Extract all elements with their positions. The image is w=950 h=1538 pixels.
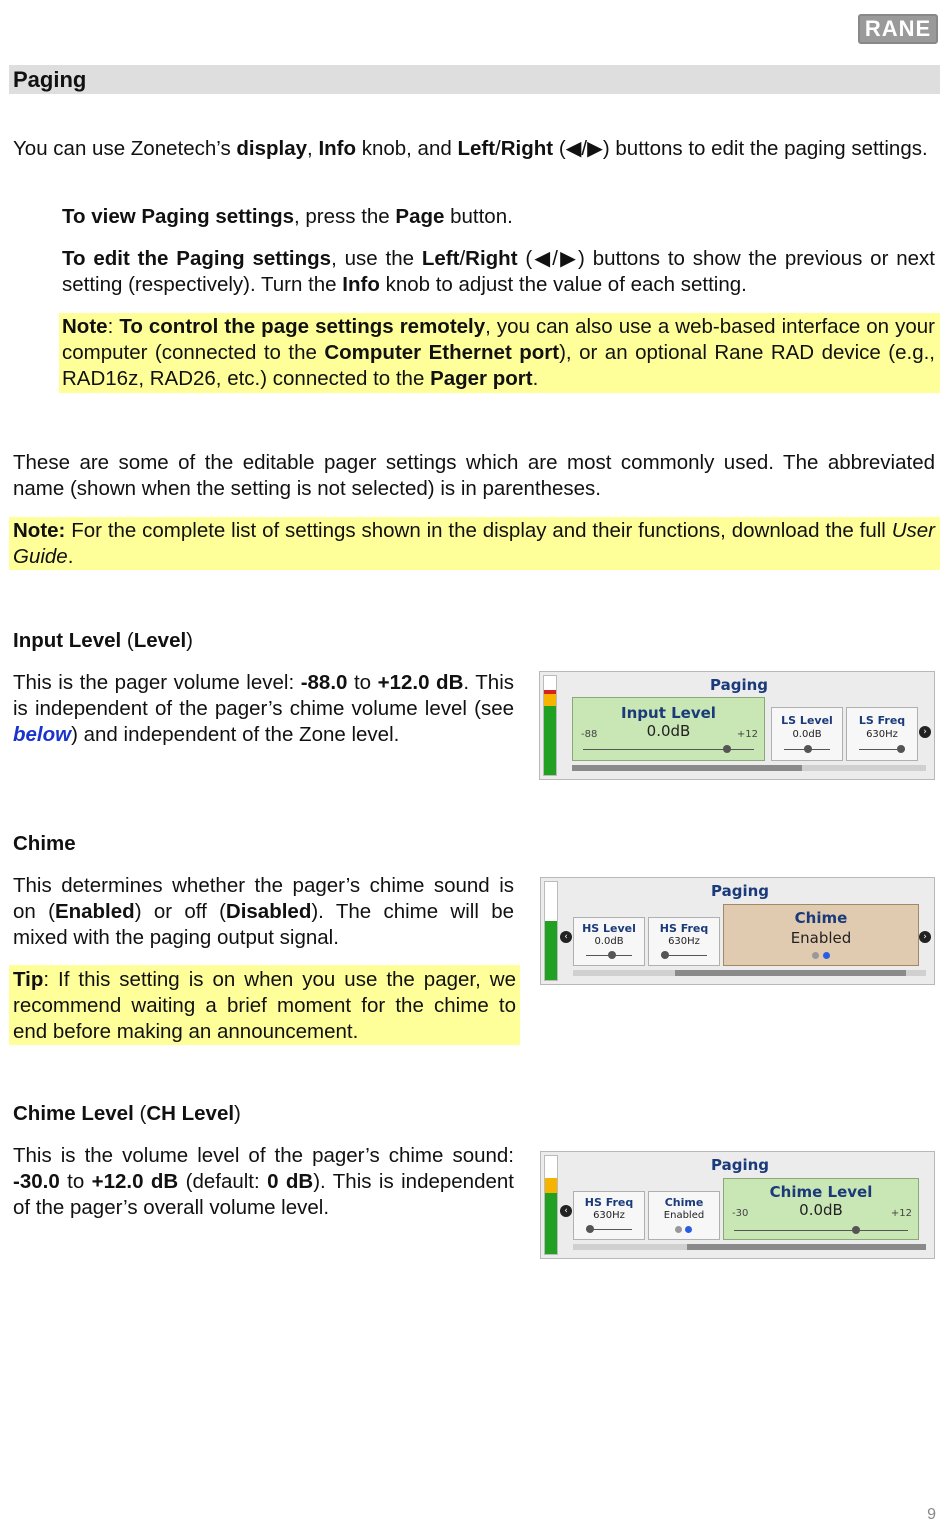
- chime-tip: Tip: If this setting is on when you use the pager, we recommend waiting a brief moment for the chime to end before making an announcement.: [13, 968, 516, 1043]
- max-label: +12: [890, 1208, 912, 1219]
- level-meter: [544, 1155, 558, 1255]
- slider-knob[interactable]: [897, 745, 905, 753]
- scrollbar[interactable]: [573, 970, 926, 976]
- below-link[interactable]: below: [13, 723, 72, 746]
- chime-tile[interactable]: [648, 1191, 720, 1240]
- level-meter: [543, 675, 557, 776]
- screen-title: Paging: [711, 882, 770, 900]
- tile-value: 0.0dB: [646, 722, 691, 740]
- tile-label: HS Freq: [584, 1196, 634, 1209]
- ls-freq-tile[interactable]: [846, 707, 918, 761]
- on-indicator: [823, 952, 830, 959]
- user-guide-note: Note: For the complete list of settings shown in the display and their functions, download the full User Guide.: [13, 519, 935, 568]
- min-label: -88: [581, 729, 598, 740]
- rane-logo: RANE: [858, 14, 938, 44]
- scrollbar[interactable]: [572, 765, 926, 771]
- off-indicator: [675, 1226, 682, 1233]
- chime-description: This determines whether the pager’s chime sound is on (Enabled) or off (Disabled). The chime will be mixed with the paging output signal.: [13, 874, 515, 949]
- tile-value: 0.0dB: [594, 936, 624, 947]
- tile-value: Enabled: [790, 929, 852, 947]
- next-arrow-icon[interactable]: ›: [919, 931, 931, 943]
- previous-arrow-icon[interactable]: ‹: [560, 931, 572, 943]
- slider-knob[interactable]: [852, 1226, 860, 1234]
- tile-value: Enabled: [663, 1210, 705, 1221]
- remote-note: Note: To control the page settings remotely, you can also use a web-based interface on your computer (connected to the Computer Ethernet port), or an optional Rane RAD device (e.g., RAD16z, RAD26, etc.) connected to the Pager port.: [62, 315, 936, 390]
- tile-value: 630Hz: [866, 729, 898, 740]
- common-settings-paragraph: These are some of the editable pager settings which are most commonly used. The abbreviated name (shown when the setting is not selected) is in parentheses.: [13, 451, 935, 500]
- slider-knob[interactable]: [586, 1225, 594, 1233]
- hs-freq-tile[interactable]: [573, 1191, 645, 1240]
- tile-label: Chime: [664, 1196, 704, 1209]
- paging-input-level-screenshot: [539, 671, 935, 780]
- max-label: +12: [736, 729, 758, 740]
- screen-title: Paging: [710, 676, 769, 694]
- tile-label: HS Level: [582, 922, 636, 935]
- tile-label: Chime Level: [769, 1183, 873, 1201]
- paging-chime-screenshot: [540, 877, 935, 985]
- chime-level-description: This is the volume level of the pager’s chime sound: -30.0 to +12.0 dB (default: 0 dB). This is independent of the pager’s overall volume level.: [13, 1144, 514, 1219]
- previous-arrow-icon[interactable]: ‹: [560, 1205, 572, 1217]
- section-bar: [9, 65, 940, 94]
- chime-level-tile[interactable]: [723, 1178, 919, 1240]
- chime-level-heading: Chime Level (CH Level): [13, 1102, 241, 1125]
- tile-value: 0.0dB: [792, 729, 822, 740]
- input-level-heading: Input Level (Level): [13, 629, 193, 652]
- intro-paragraph: You can use Zonetech’s display, Info knob, and Left/Right (◀/▶) buttons to edit the paging settings.: [13, 137, 928, 160]
- tile-label: Chime: [794, 909, 848, 927]
- on-indicator: [685, 1226, 692, 1233]
- tile-value: 630Hz: [668, 936, 700, 947]
- hs-level-tile[interactable]: [573, 917, 645, 966]
- section-title: Paging: [13, 67, 87, 92]
- slider-knob[interactable]: [608, 951, 616, 959]
- page-number: 9: [927, 1506, 936, 1523]
- chime-heading: Chime: [13, 832, 76, 855]
- paging-chime-level-screenshot: [540, 1151, 935, 1259]
- tile-label: LS Freq: [858, 714, 906, 727]
- tile-value: 630Hz: [593, 1210, 625, 1221]
- input-level-tile[interactable]: [572, 697, 765, 761]
- view-instruction: To view Paging settings, press the Page button.: [62, 205, 513, 228]
- tile-value: 0.0dB: [799, 1201, 843, 1219]
- screen-title: Paging: [711, 1156, 770, 1174]
- level-meter: [544, 881, 558, 981]
- input-level-description: This is the pager volume level: -88.0 to +12.0 dB. This is independent of the pager’s chime volume level (see below) and independent of the Zone level.: [13, 671, 514, 746]
- tile-label: HS Freq: [659, 922, 709, 935]
- off-indicator: [812, 952, 819, 959]
- ls-level-tile[interactable]: [771, 707, 843, 761]
- slider-knob[interactable]: [723, 745, 731, 753]
- chime-tile[interactable]: [723, 904, 919, 966]
- slider-knob[interactable]: [661, 951, 669, 959]
- tile-label: LS Level: [781, 714, 833, 727]
- min-label: -30: [732, 1208, 749, 1219]
- hs-freq-tile[interactable]: [648, 917, 720, 966]
- slider-knob[interactable]: [804, 745, 812, 753]
- next-arrow-icon[interactable]: ›: [919, 726, 931, 738]
- tile-label: Input Level: [621, 704, 716, 722]
- edit-instruction: To edit the Paging settings, use the Left/Right (◀/▶) buttons to show the previous or next setting (respectively). Turn the Info knob to adjust the value of each setting.: [62, 247, 935, 296]
- scrollbar[interactable]: [573, 1244, 926, 1250]
